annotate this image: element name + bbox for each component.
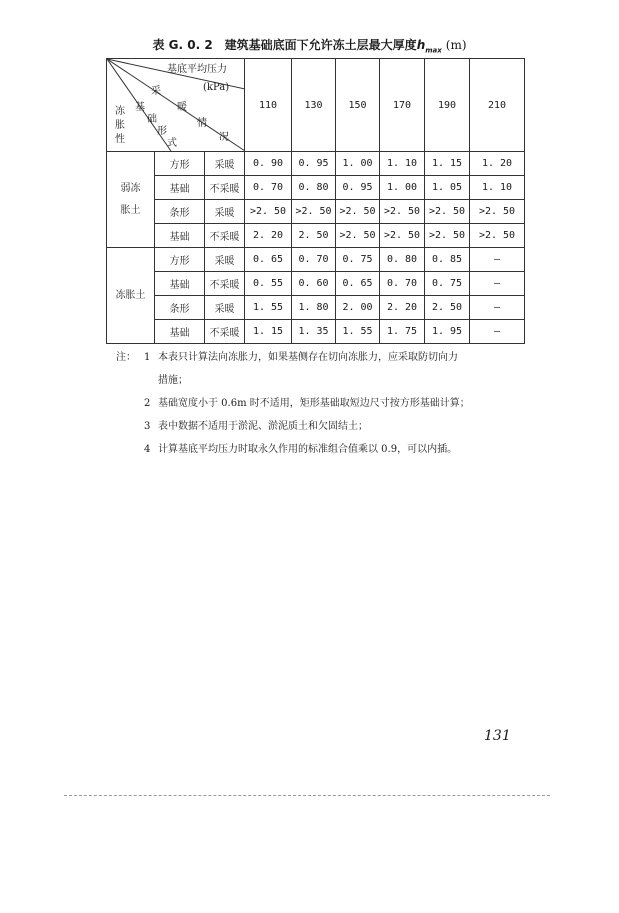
frost-category-cell	[107, 152, 155, 248]
note-item	[116, 438, 546, 461]
pressure-header-190: 190	[425, 59, 470, 152]
value-cell: >2. 50	[380, 200, 425, 224]
value-cell: 1. 10	[380, 152, 425, 176]
value-cell: 0. 75	[336, 248, 380, 272]
note-text: 表中数据不适用于淤泥、淤泥质土和欠固结土；	[158, 421, 368, 432]
table-row	[107, 296, 525, 320]
heating-label-char-2: 暖	[177, 102, 187, 113]
frost-label-char-3: 性	[115, 134, 125, 145]
note-item	[116, 346, 546, 369]
frost-category-label: 冻胀土	[115, 289, 146, 301]
value-cell: 1. 20	[470, 152, 525, 176]
value-cell: 1. 00	[380, 176, 425, 200]
page-number: 131	[484, 728, 511, 744]
value-cell: 1. 55	[245, 296, 292, 320]
value-cell: 1. 95	[425, 320, 470, 344]
heating-condition-cell: 不采暖	[205, 320, 245, 344]
value-cell: 2. 00	[336, 296, 380, 320]
value-cell: 0. 70	[292, 248, 336, 272]
value-cell: 0. 75	[425, 272, 470, 296]
value-cell: 0. 65	[336, 272, 380, 296]
value-cell: 1. 15	[245, 320, 292, 344]
frost-label-char-2: 胀	[115, 120, 125, 131]
table-row	[107, 200, 525, 224]
heating-condition-cell: 采暖	[205, 248, 245, 272]
table-title-text: 建筑基础底面下允许冻土层最大厚度	[224, 38, 417, 52]
value-cell: 0. 65	[245, 248, 292, 272]
value-cell: —	[470, 248, 525, 272]
value-cell: 0. 90	[245, 152, 292, 176]
heating-condition-cell: 不采暖	[205, 176, 245, 200]
value-cell: 2. 20	[380, 296, 425, 320]
pressure-unit-label: (kPa)	[203, 82, 230, 93]
foundation-type-cell: 基础	[155, 272, 205, 296]
pressure-header-150: 150	[336, 59, 380, 152]
table-title	[0, 36, 619, 54]
heating-label-char-4: 况	[219, 132, 229, 143]
frost-category-cell	[107, 248, 155, 344]
frost-category-label: 胀土	[120, 204, 141, 216]
value-cell: >2. 50	[336, 224, 380, 248]
value-cell: 1. 15	[425, 152, 470, 176]
table-row	[107, 248, 525, 272]
scan-artifact-line	[64, 795, 550, 796]
note-text: 本表只计算法向冻胀力，如果基侧存在切向冻胀力，应采取防切向力	[158, 352, 458, 363]
foundation-type-cell: 基础	[155, 224, 205, 248]
heating-condition-cell: 不采暖	[205, 272, 245, 296]
title-symbol: h	[416, 38, 426, 52]
foundation-type-cell: 基础	[155, 320, 205, 344]
value-cell: 1. 00	[336, 152, 380, 176]
foundation-type-cell: 方形	[155, 248, 205, 272]
note-item	[116, 392, 546, 415]
value-cell: >2. 50	[245, 200, 292, 224]
foundation-label-char-2: 础	[147, 114, 157, 125]
value-cell: 0. 85	[425, 248, 470, 272]
heating-condition-cell: 采暖	[205, 296, 245, 320]
note-item	[116, 415, 546, 438]
value-cell: 2. 50	[292, 224, 336, 248]
value-cell: 0. 95	[336, 176, 380, 200]
heating-label-char-3: 情	[197, 118, 207, 129]
value-cell: >2. 50	[425, 200, 470, 224]
notes-label: 注：	[116, 352, 136, 363]
heating-condition-cell: 不采暖	[205, 224, 245, 248]
value-cell: 1. 80	[292, 296, 336, 320]
value-cell: 1. 75	[380, 320, 425, 344]
note-text: 计算基底平均压力时取永久作用的标准组合值乘以 0.9，可以内插。	[158, 444, 458, 455]
foundation-type-cell: 条形	[155, 200, 205, 224]
foundation-label-char-4: 式	[167, 138, 177, 149]
heating-label-char-1: 采	[151, 86, 161, 97]
table-row	[107, 320, 525, 344]
value-cell: 1. 55	[336, 320, 380, 344]
table-row	[107, 272, 525, 296]
frost-category-label: 弱冻	[120, 182, 141, 194]
foundation-type-cell: 方形	[155, 152, 205, 176]
heating-condition-cell: 采暖	[205, 152, 245, 176]
value-cell: 1. 05	[425, 176, 470, 200]
pressure-header-110: 110	[245, 59, 292, 152]
note-number: 1	[144, 352, 151, 363]
table-notes	[116, 346, 546, 461]
value-cell: 0. 70	[245, 176, 292, 200]
title-symbol-subscript: max	[425, 46, 442, 55]
table-row	[107, 224, 525, 248]
value-cell: 0. 95	[292, 152, 336, 176]
pressure-header-170: 170	[380, 59, 425, 152]
foundation-type-cell: 基础	[155, 176, 205, 200]
note-number: 2	[144, 398, 151, 409]
value-cell: —	[470, 320, 525, 344]
foundation-label-char-1: 基	[135, 102, 145, 113]
value-cell: 2. 50	[425, 296, 470, 320]
value-cell: >2. 50	[336, 200, 380, 224]
frost-depth-table	[106, 58, 525, 344]
foundation-type-cell: 条形	[155, 296, 205, 320]
value-cell: —	[470, 272, 525, 296]
value-cell: —	[470, 296, 525, 320]
table-number: 表 G. 0. 2	[152, 38, 213, 52]
note-text: 基础宽度小于 0.6m 时不适用，矩形基础取短边尺寸按方形基础计算；	[158, 398, 470, 409]
value-cell: 0. 55	[245, 272, 292, 296]
heating-condition-cell: 采暖	[205, 200, 245, 224]
value-cell: >2. 50	[380, 224, 425, 248]
value-cell: 1. 10	[470, 176, 525, 200]
header-row	[107, 59, 525, 152]
note-number: 3	[144, 421, 151, 432]
value-cell: 0. 70	[380, 272, 425, 296]
pressure-label: 基底平均压力	[167, 64, 227, 75]
value-cell: >2. 50	[292, 200, 336, 224]
frost-label-char-1: 冻	[115, 106, 125, 117]
table-row	[107, 152, 525, 176]
pressure-header-130: 130	[292, 59, 336, 152]
value-cell: 0. 80	[292, 176, 336, 200]
title-unit: (m)	[445, 38, 467, 52]
value-cell: 2. 20	[245, 224, 292, 248]
value-cell: >2. 50	[425, 224, 470, 248]
value-cell: >2. 50	[470, 200, 525, 224]
note-text: 措施；	[158, 375, 188, 386]
foundation-label-char-3: 形	[157, 126, 167, 137]
value-cell: >2. 50	[470, 224, 525, 248]
note-item-continuation	[116, 369, 546, 392]
value-cell: 1. 35	[292, 320, 336, 344]
note-number: 4	[144, 444, 151, 455]
value-cell: 0. 80	[380, 248, 425, 272]
table-row	[107, 176, 525, 200]
diagonal-header-cell	[107, 59, 245, 152]
value-cell: 0. 60	[292, 272, 336, 296]
pressure-header-210: 210	[470, 59, 525, 152]
